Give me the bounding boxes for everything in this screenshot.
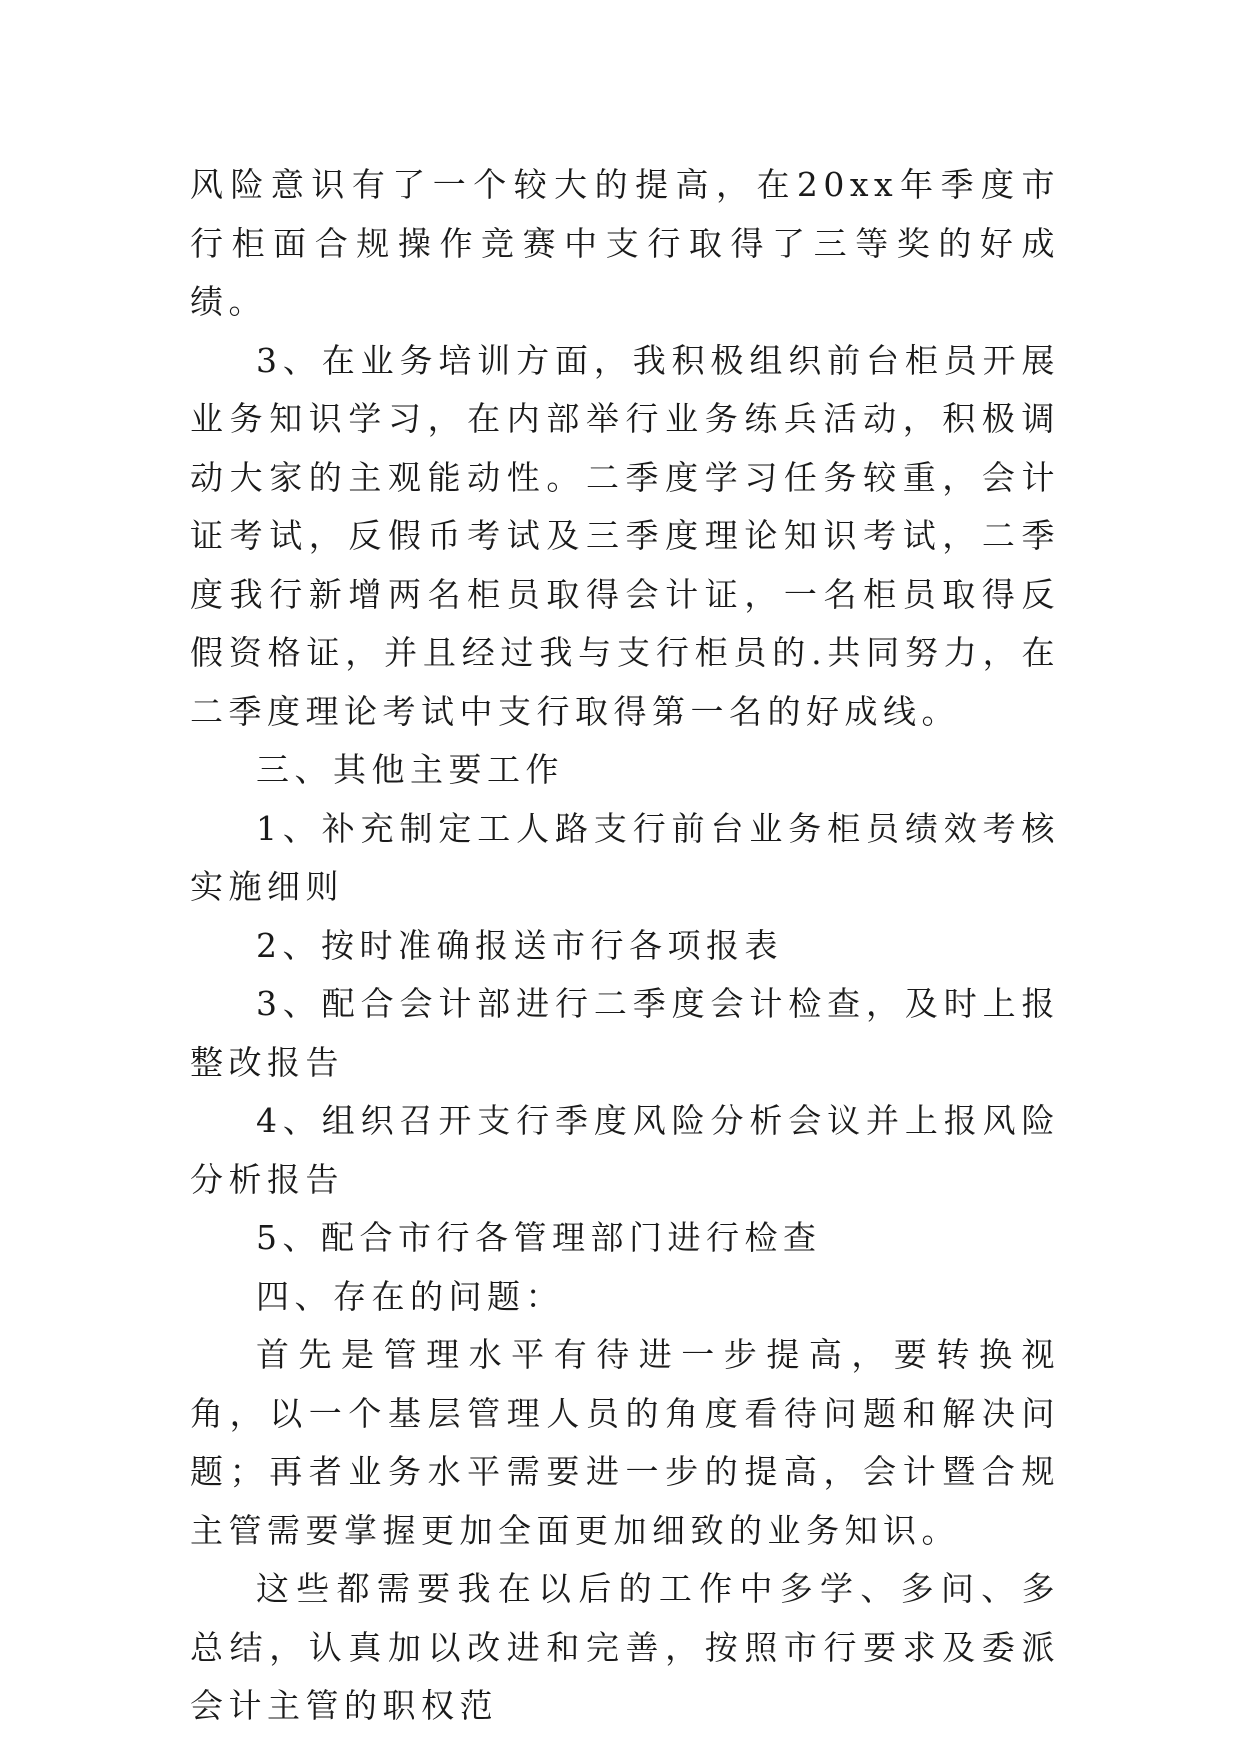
list-item-4: 4、组织召开支行季度风险分析会议并上报风险分析报告 bbox=[190, 1101, 1060, 1199]
section-heading-problems: 四、存在的问题： bbox=[256, 1276, 564, 1316]
paragraph-problems: 首先是管理水平有待进一步提高，要转换视角，以一个基层管理人员的角度看待问题和解决问题；再者业务水平需要进一步的提高，会计暨合规主管需要掌握更加全面更加细致的业务知识。 bbox=[190, 1335, 1060, 1550]
paragraph-improvement: 这些都需要我在以后的工作中多学、多问、多总结，认真加以改进和完善，按照市行要求及委派会计主管的职权范 bbox=[190, 1569, 1060, 1725]
paragraph-business-training: 3、在业务培训方面，我积极组织前台柜员开展业务知识学习，在内部举行业务练兵活动，积极调动大家的主观能动性。二季度学习任务较重，会计证考试，反假币考试及三季度理论知识考试，二季度我行新增两名柜员取得会计证，一名柜员取得反假资格证，并且经过我与支行柜员的.共同努力，在二季度理论考试中支行取得第一名的好成线。 bbox=[190, 340, 1060, 731]
list-item-3: 3、配合会计部进行二季度会计检查，及时上报整改报告 bbox=[190, 984, 1060, 1082]
section-heading-other-work: 三、其他主要工作 bbox=[256, 750, 564, 789]
paragraph-risk-awareness: 风险意识有了一个较大的提高，在20xx年季度市行柜面合规操作竞赛中支行取得了三等奖的好成绩。 bbox=[190, 165, 1060, 321]
list-item-5: 5、配合市行各管理部门进行检查 bbox=[256, 1218, 822, 1257]
list-item-1: 1、补充制定工人路支行前台业务柜员绩效考核实施细则 bbox=[190, 808, 1060, 906]
list-item-2: 2、按时准确报送市行各项报表 bbox=[256, 925, 783, 965]
document-body bbox=[190, 156, 1060, 1736]
